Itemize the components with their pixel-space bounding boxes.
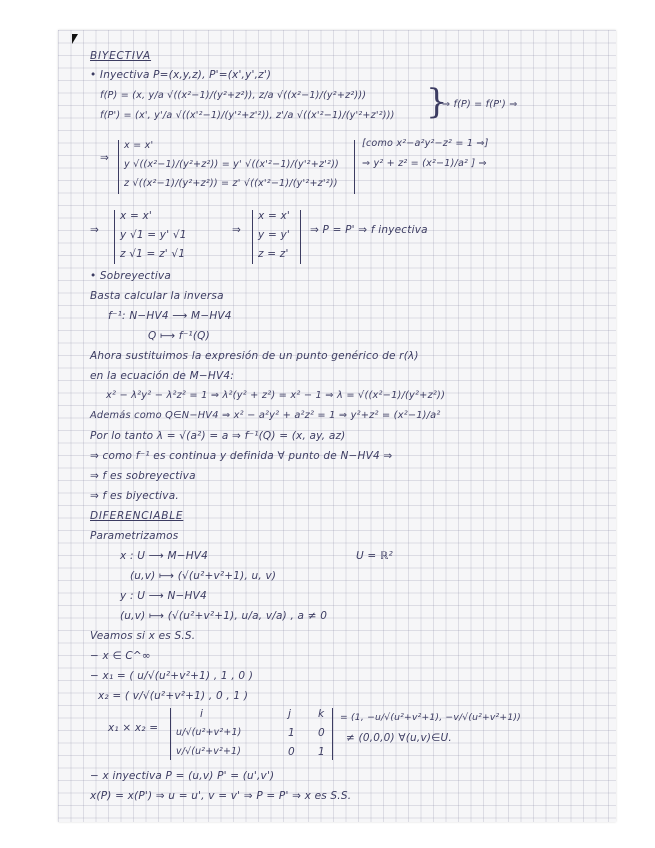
note-line: y = y': [258, 229, 290, 241]
note-line: U = ℝ²: [356, 550, 393, 562]
note-line: 1: [288, 727, 295, 739]
right-brace: }: [426, 82, 448, 122]
determinant-bar-right: [332, 708, 333, 760]
note-line: − x₁ = ( u/√(u²+v²+1) , 1 , 0 ): [90, 670, 254, 682]
note-line: x = x': [258, 210, 290, 222]
note-line: • Sobreyectiva: [90, 270, 171, 282]
note-line: [como x²−a²y²−z² = 1 ⇒]: [362, 138, 489, 149]
note-line: 0: [318, 727, 325, 739]
note-line: ⇒ y² + z² = (x²−1)/a² ] ⇒: [362, 158, 487, 169]
note-line: ⇒ f es biyectiva.: [90, 490, 179, 502]
note-line: i: [200, 708, 204, 720]
note-line: 1: [318, 746, 325, 758]
determinant-bar-left: [170, 708, 171, 760]
note-line: Veamos si x es S.S.: [90, 630, 196, 642]
note-line: ⇒ f es sobreyectiva: [90, 470, 196, 482]
note-line: z √1 = z' √1: [120, 248, 186, 260]
note-line: ⇒: [232, 224, 241, 236]
note-line: k: [318, 708, 325, 720]
heading-biyectiva: BIYECTIVA: [90, 50, 152, 62]
note-line: Ahora sustituimos la expresión de un punto genérico de r(λ): [90, 350, 419, 362]
note-line: x(P) = x(P') ⇒ u = u', v = v' ⇒ P = P' ⇒ x es S.S.: [90, 790, 352, 802]
note-line: (u,v) ⟼ (√(u²+v²+1), u/a, v/a) , a ≠ 0: [120, 610, 328, 622]
note-line: x₂ = ( v/√(u²+v²+1) , 0 , 1 ): [98, 690, 249, 702]
note-line: x = x': [120, 210, 152, 222]
note-line: Q ⟼ f⁻¹(Q): [148, 330, 210, 342]
system-brace-right: [300, 210, 301, 264]
note-line: f(P') = (x', y'/a √((x'²−1)/(y'²+z'²)), z'/a √((x'²−1)/(y'²+z'²))): [100, 110, 395, 121]
note-line: z = z': [258, 248, 289, 260]
system-brace: [118, 140, 119, 194]
note-line: x₁ × x₂ =: [108, 722, 159, 734]
note-line: x = x': [124, 140, 154, 151]
note-line: Además como Q∈N−HV4 ⇒ x² − a²y² + a²z² = 1 ⇒ y²+z² = (x²−1)/a²: [90, 410, 441, 421]
note-line: j: [288, 708, 292, 720]
system-brace: [252, 210, 253, 264]
heading-diferenciable: DIFERENCIABLE: [90, 510, 184, 522]
note-line: = (1, −u/√(u²+v²+1), −v/√(u²+v²+1)): [340, 712, 521, 723]
note-line: ⇒ como f⁻¹ es continua y definida ∀ punto de N−HV4 ⇒: [90, 450, 393, 462]
note-line: Por lo tanto λ = √(a²) = a ⇒ f⁻¹(Q) = (x, ay, az): [90, 430, 346, 442]
note-line: y √((x²−1)/(y²+z²)) = y' √((x'²−1)/(y'²+z'²)): [124, 159, 339, 170]
note-line: Basta calcular la inversa: [90, 290, 224, 302]
system-brace: [114, 210, 115, 264]
note-line: Parametrizamos: [90, 530, 179, 542]
note-line: y √1 = y' √1: [120, 229, 187, 241]
note-line: y : U ⟶ N−HV4: [120, 590, 207, 602]
note-line: x : U ⟶ M−HV4: [120, 550, 209, 562]
note-line: z √((x²−1)/(y²+z²)) = z' √((x'²−1)/(y'²+z'²)): [124, 178, 338, 189]
note-line: (u,v) ⟼ (√(u²+v²+1), u, v): [130, 570, 277, 582]
note-line: v/√(u²+v²+1): [176, 746, 242, 757]
note-line: − x inyectiva P = (u,v) P' = (u',v'): [90, 770, 275, 782]
note-line: • Inyectiva P=(x,y,z), P'=(x',y',z'): [90, 69, 272, 81]
note-line: f(P) = (x, y/a √((x²−1)/(y²+z²)), z/a √((x²−1)/(y²+z²))): [100, 90, 367, 101]
note-line: ⇒ f(P) = f(P') ⇒: [442, 99, 518, 110]
note-line: 0: [288, 746, 295, 758]
note-line: − x ∈ C^∞: [90, 650, 151, 662]
note-line: ⇒ P = P' ⇒ f inyectiva: [310, 224, 428, 236]
note-line: ≠ (0,0,0) ∀(u,v)∈U.: [346, 732, 452, 744]
note-line: ⇒: [100, 152, 109, 164]
note-line: en la ecuación de M−HV4:: [90, 370, 234, 382]
note-line: u/√(u²+v²+1): [176, 727, 242, 738]
note-line: x² − λ²y² − λ²z² = 1 ⇒ λ²(y² + z²) = x² − 1 ⇒ λ = √((x²−1)/(y²+z²)): [106, 390, 446, 401]
system-brace-right: [354, 140, 355, 194]
note-line: f⁻¹: N−HV4 ⟶ M−HV4: [108, 310, 232, 322]
note-line: ⇒: [90, 224, 99, 236]
